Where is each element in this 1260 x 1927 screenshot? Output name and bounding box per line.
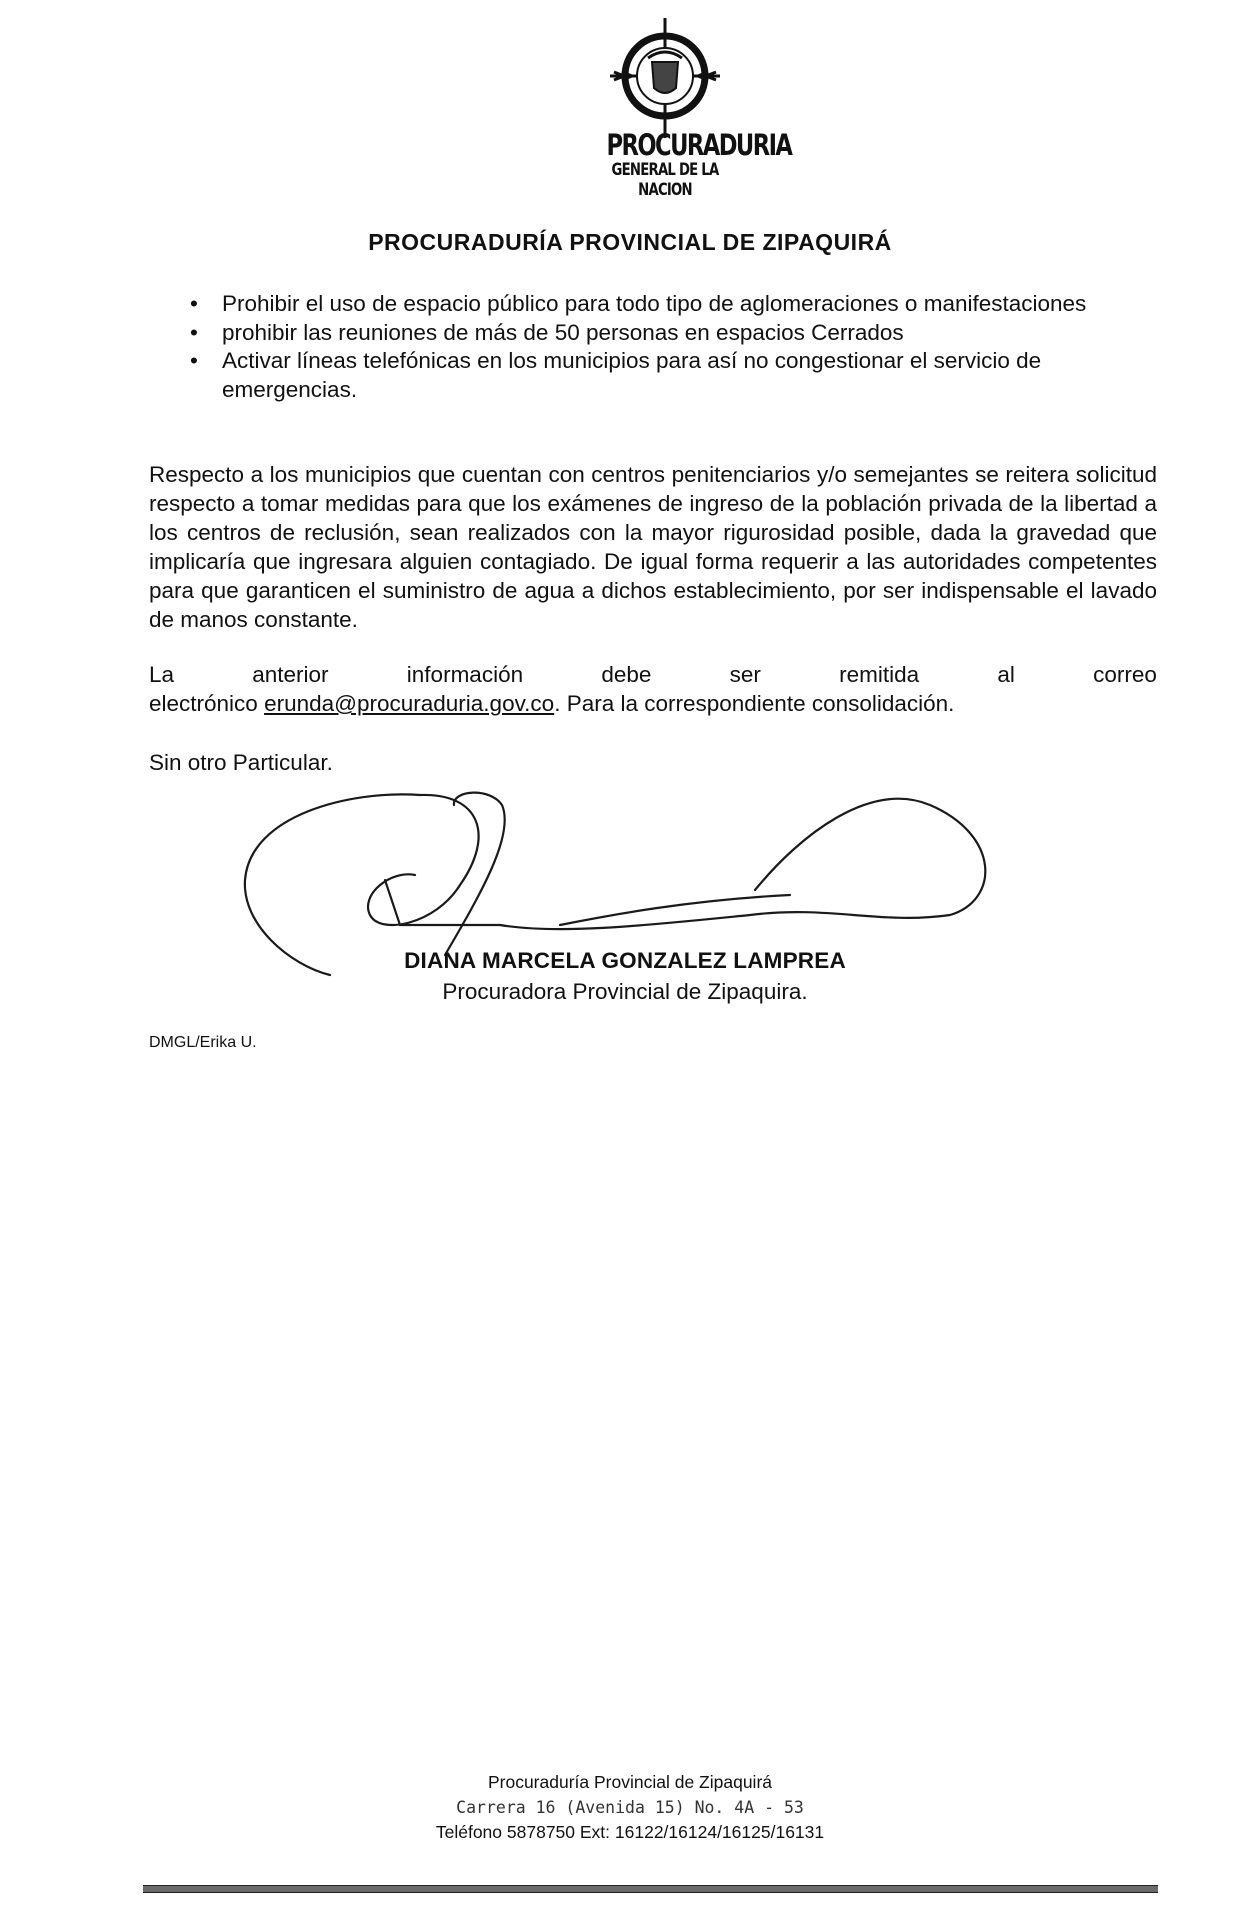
signer-name: DIANA MARCELA GONZALEZ LAMPREA [404,948,846,973]
email-suffix: . Para la correspondiente consolidación. [554,691,955,716]
word: La [149,662,175,687]
logo-subtitle: GENERAL DE LA NACION [611,160,719,200]
footer-phone: Teléfono 5878750 Ext: 16122/16124/16125/16131 [435,1822,825,1842]
footer-office: Procuraduría Provincial de Zipaquirá [487,1772,773,1792]
word: información [406,662,524,687]
list-item: • Activar líneas telefónicas en los municipios para así no congestionar el servicio de emergencias. [222,347,1142,404]
paragraph-first-line [149,660,1157,689]
body-paragraph-email [149,660,1157,718]
list-item: • Prohibir el uso de espacio público para todo tipo de aglomeraciones o manifestaciones [222,290,1142,319]
word: debe [601,662,652,687]
footer-address: Carrera 16 (Avenida 15) No. 4A - 53 [456,1798,804,1817]
email-link[interactable]: erunda@procuraduria.gov.co [264,691,555,716]
word: anterior [252,662,329,687]
word: al [997,662,1015,687]
office-title: PROCURADURÍA PROVINCIAL DE ZIPAQUIRÁ [368,229,892,255]
word: ser [729,662,761,687]
signer-title: Procuradora Provincial de Zipaquira. [442,979,808,1004]
paragraph-second-line [149,689,1157,718]
body-paragraph-prisons: Respecto a los municipios que cuentan con centros penitenciarios y/o semejantes se reitera solicitud respecto a tomar medidas para que los exámenes de ingreso de la población privada de la libertad a los centros de reclusión, sean realizados con la mayor rigurosidad posible, dada la gravedad que implicaría que ingresara alguien contagiado. De igual forma requerir a las autoridades competentes para que garanticen el suministro de agua a dichos establecimiento, por ser indispensable el lavado de manos constante. [149,462,1157,632]
email-prefix: electrónico [149,691,258,716]
procuraduria-logo [590,18,792,203]
page-footer [0,1770,1260,1845]
logo-wordmark: PROCURADURIA [606,128,792,162]
reference-initials: DMGL/Erika U. [149,1034,257,1051]
word: remitida [839,662,920,687]
closing-line: Sin otro Particular. [149,750,333,775]
crosshair-seal-icon [610,18,720,138]
signer-block [345,945,905,1007]
footer-divider [143,1885,1158,1893]
word: correo [1093,662,1157,687]
measures-list [222,290,1142,404]
list-item: • prohibir las reuniones de más de 50 personas en espacios Cerrados [222,319,1142,348]
